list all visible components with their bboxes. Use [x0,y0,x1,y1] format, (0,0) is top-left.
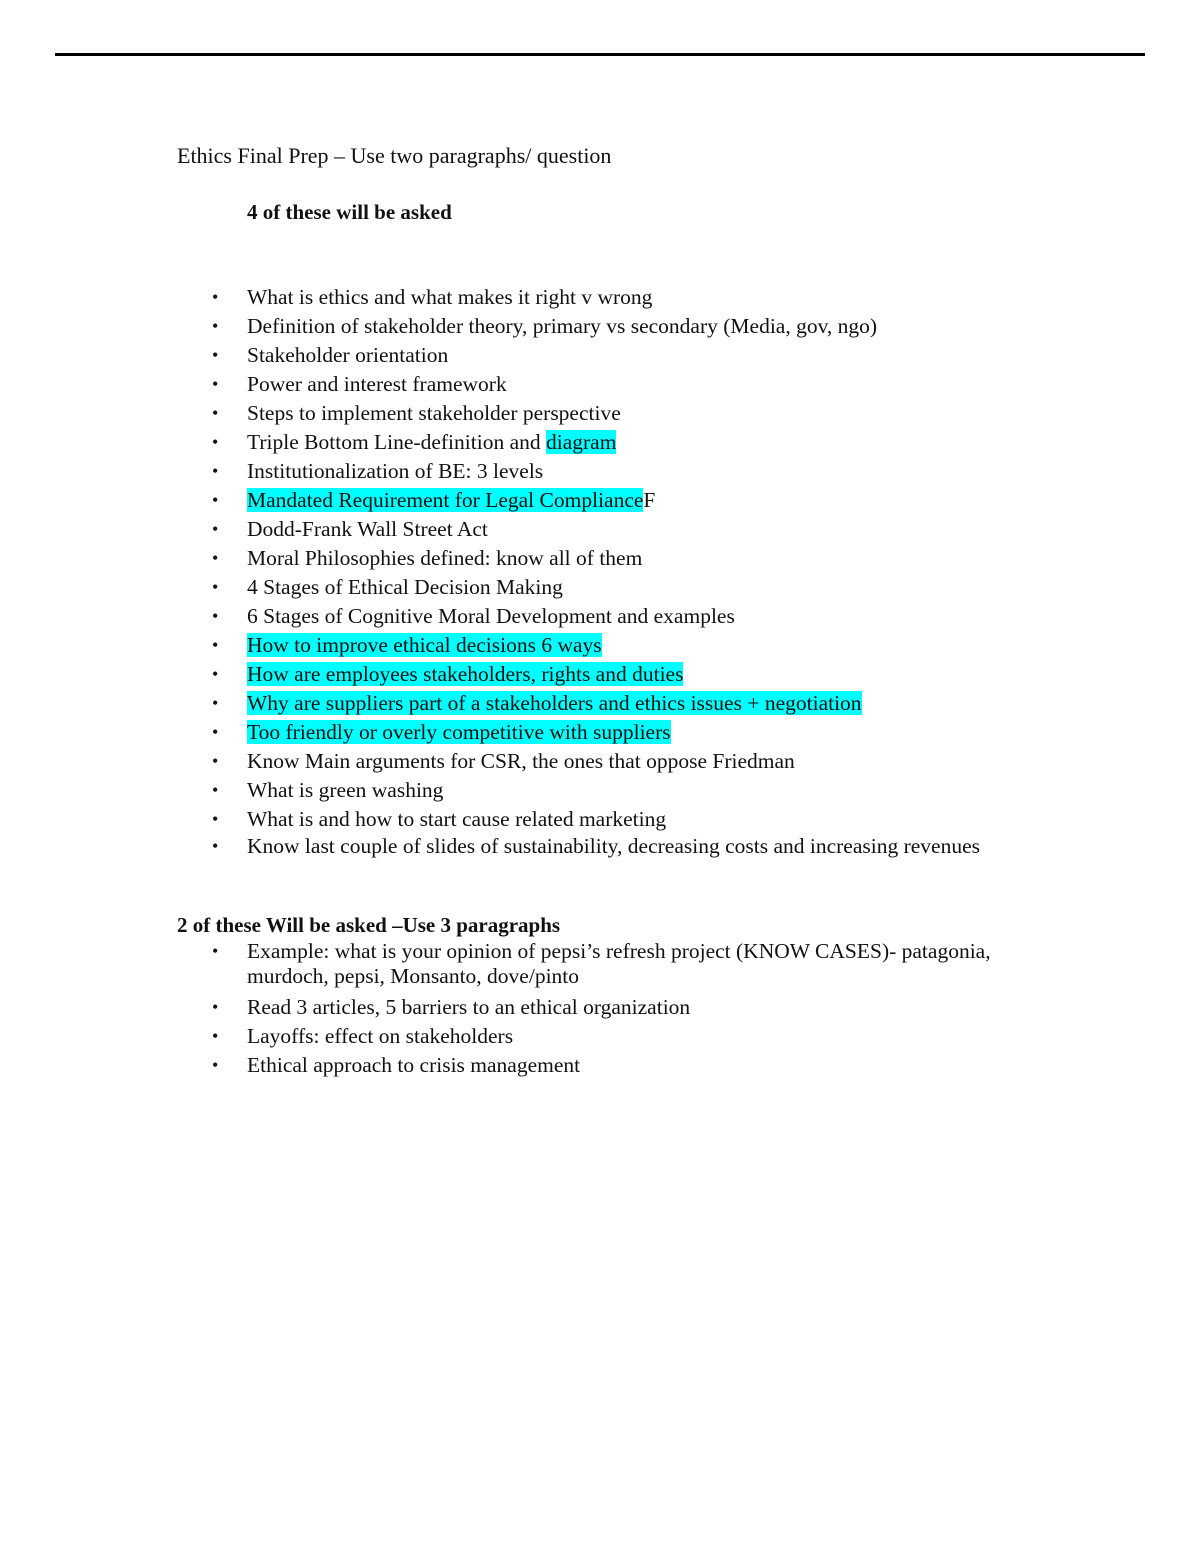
highlighted-text: Why are suppliers part of a stakeholders and ethics issues + negotiation [247,691,862,715]
bullet-icon: • [212,1055,219,1075]
list-item [0,689,1007,718]
bullet-icon: • [212,809,219,829]
section2-list [0,939,1200,1080]
list-item: • Know Main arguments for CSR, the ones that oppose Friedman [0,747,1007,776]
bullet-icon: • [212,432,219,452]
highlighted-text: Mandated Requirement for Legal Compliance [247,488,644,512]
list-item: • 4 Stages of Ethical Decision Making [0,573,1007,602]
header-rule [55,53,1145,56]
section1-list [0,283,1200,863]
bullet-icon: • [212,780,219,800]
list-item: • Mandated Requirement for Legal ComplianceF [0,486,1007,515]
list-item: • Definition of stakeholder theory, primary vs secondary (Media, gov, ngo) [0,312,1007,341]
list-item [0,660,1007,689]
section1-heading: 4 of these will be asked [247,200,452,224]
bullet-icon: • [212,577,219,597]
bullet-icon: • [212,836,219,856]
bullet-icon: • [212,751,219,771]
list-item: • Know last couple of slides of sustainability, decreasing costs and increasing revenues [212,834,980,858]
bullet-icon: • [212,461,219,481]
bullet-icon: • [212,287,219,307]
list-item: • Institutionalization of BE: 3 levels [0,457,1007,486]
list-item: • What is green washing [0,776,1007,805]
list-item: • 6 Stages of Cognitive Moral Development and examples [0,602,1007,631]
bullet-icon: • [212,403,219,423]
bullet-icon: • [212,941,219,961]
highlighted-text: How are employees stakeholders, rights and duties [247,662,684,686]
document-title: Ethics Final Prep – Use two paragraphs/ question [177,143,612,168]
highlighted-text: Too friendly or overly competitive with suppliers [247,720,671,744]
section2-heading: 2 of these Will be asked –Use 3 paragraphs [177,913,561,937]
list-item: • What is and how to start cause related marketing [0,805,1007,834]
list-item [0,631,1007,660]
bullet-icon: • [212,664,219,684]
bullet-icon: • [212,635,219,655]
list-item: • Stakeholder orientation [0,341,1007,370]
bullet-icon: • [212,374,219,394]
bullet-icon: • [212,1026,219,1046]
list-item: • Ethical approach to crisis management [0,1051,1007,1080]
list-item: • Power and interest framework [0,370,1007,399]
highlighted-text: diagram [545,430,617,454]
list-item: • Dodd-Frank Wall Street Act [0,515,1007,544]
bullet-icon: • [212,490,219,510]
bullet-icon: • [212,519,219,539]
bullet-icon: • [212,548,219,568]
bullet-icon: • [212,345,219,365]
list-item: • Triple Bottom Line-definition and diagram [0,428,1007,457]
list-item: • Example: what is your opinion of pepsi’s refresh project (KNOW CASES)- patagonia, murdoch, pepsi, Monsanto, dove/pinto [212,939,991,988]
list-item: • Read 3 articles, 5 barriers to an ethical organization [0,993,1007,1022]
bullet-icon: • [212,722,219,742]
list-item [0,718,1007,747]
bullet-icon: • [212,606,219,626]
list-item: • Moral Philosophies defined: know all of them [0,544,1007,573]
list-item: • Layoffs: effect on stakeholders [0,1022,1007,1051]
bullet-icon: • [212,997,219,1017]
list-item: • What is ethics and what makes it right v wrong [0,283,1007,312]
list-item: • Steps to implement stakeholder perspective [0,399,1007,428]
highlighted-text: How to improve ethical decisions 6 ways [247,633,602,657]
bullet-icon: • [212,316,219,336]
bullet-icon: • [212,693,219,713]
